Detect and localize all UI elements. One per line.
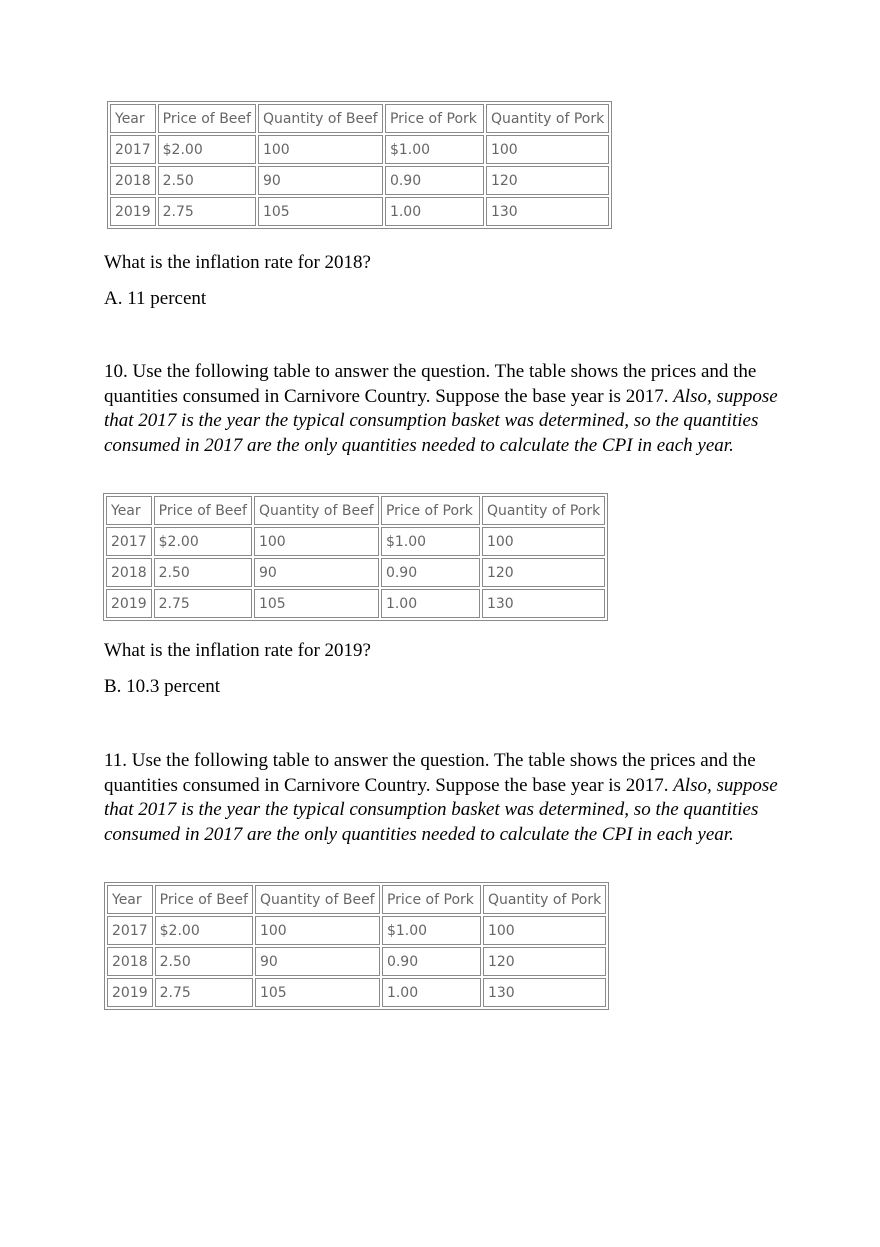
header-quantity-beef: Quantity of Beef: [255, 885, 380, 914]
question-11-intro: 11. Use the following table to answer the question. The table shows the prices and the quantities consumed in Carnivore Country. Suppose the base year is 2017.: [104, 750, 756, 796]
table-cell: 2017: [106, 527, 152, 556]
table-cell: $2.00: [155, 916, 253, 945]
table-cell: 1.00: [385, 197, 484, 226]
table-cell: 2.75: [158, 197, 256, 226]
table-cell: 90: [254, 558, 379, 587]
answer-9-text: A. 11 percent: [104, 288, 207, 309]
table-cell: 120: [482, 558, 605, 587]
table-row: [110, 166, 609, 195]
header-year: Year: [107, 885, 153, 914]
header-quantity-pork: Quantity of Pork: [483, 885, 606, 914]
table-cell: 130: [483, 978, 606, 1007]
table-cell: $2.00: [158, 135, 256, 164]
table-cell: 0.90: [382, 947, 481, 976]
header-quantity-pork: Quantity of Pork: [482, 496, 605, 525]
table-cell: 130: [486, 197, 609, 226]
question-9-text: What is the inflation rate for 2018?: [104, 252, 371, 273]
table-cell: 2017: [107, 916, 153, 945]
table-row: [106, 558, 605, 587]
header-price-beef: Price of Beef: [155, 885, 253, 914]
table-cell: 2.75: [155, 978, 253, 1007]
table-cell: $1.00: [385, 135, 484, 164]
table-row: [106, 589, 605, 618]
header-year: Year: [106, 496, 152, 525]
table-row: [107, 978, 606, 1007]
question-10-assumption: Also, suppose that 2017 is the year the typical consumption basket was determined, so the quantities consumed in 2017 are the only quantities needed to calculate the CPI in each year.: [104, 385, 778, 456]
price-quantity-table-2: [103, 493, 608, 621]
table-header-row: [110, 104, 609, 133]
table-cell: 100: [486, 135, 609, 164]
table-cell: 2018: [107, 947, 153, 976]
table-cell: 2018: [110, 166, 156, 195]
table-cell: $1.00: [381, 527, 480, 556]
table-cell: 90: [255, 947, 380, 976]
table-cell: $2.00: [154, 527, 252, 556]
table-cell: 2017: [110, 135, 156, 164]
table-row: [106, 527, 605, 556]
table-cell: 100: [254, 527, 379, 556]
answer-10-text: B. 10.3 percent: [104, 676, 221, 697]
table-cell: 130: [482, 589, 605, 618]
table-cell: 2019: [110, 197, 156, 226]
table-cell: 0.90: [381, 558, 480, 587]
table-header-row: [107, 885, 606, 914]
price-quantity-table-1: [107, 101, 612, 229]
header-price-pork: Price of Pork: [381, 496, 480, 525]
header-price-pork: Price of Pork: [382, 885, 481, 914]
table-cell: 0.90: [385, 166, 484, 195]
table-cell: 2019: [106, 589, 152, 618]
table-cell: 1.00: [381, 589, 480, 618]
table-cell: 2.50: [154, 558, 252, 587]
table-cell: 120: [483, 947, 606, 976]
table-cell: 105: [255, 978, 380, 1007]
table-row: [107, 947, 606, 976]
table-cell: 105: [258, 197, 383, 226]
table-cell: 2.75: [154, 589, 252, 618]
table-cell: 120: [486, 166, 609, 195]
table-cell: 1.00: [382, 978, 481, 1007]
header-price-beef: Price of Beef: [154, 496, 252, 525]
table-header-row: [106, 496, 605, 525]
table-cell: 2019: [107, 978, 153, 1007]
table-cell: 90: [258, 166, 383, 195]
table-cell: 2.50: [155, 947, 253, 976]
header-year: Year: [110, 104, 156, 133]
header-quantity-beef: Quantity of Beef: [258, 104, 383, 133]
question-10-intro: 10. Use the following table to answer the question. The table shows the prices and the quantities consumed in Carnivore Country. Suppose the base year is 2017.: [104, 361, 757, 407]
table-row: [110, 135, 609, 164]
table-cell: 100: [258, 135, 383, 164]
question-11-stem: [104, 749, 784, 847]
question-10-stem: [104, 360, 784, 458]
question-10-text: What is the inflation rate for 2019?: [104, 640, 371, 661]
table-cell: 100: [255, 916, 380, 945]
table-cell: 105: [254, 589, 379, 618]
table-cell: 100: [482, 527, 605, 556]
table-cell: 2.50: [158, 166, 256, 195]
table-cell: 100: [483, 916, 606, 945]
question-11-assumption: Also, suppose that 2017 is the year the typical consumption basket was determined, so the quantities consumed in 2017 are the only quantities needed to calculate the CPI in each year.: [104, 774, 778, 845]
table-cell: 2018: [106, 558, 152, 587]
table-row: [107, 916, 606, 945]
header-quantity-beef: Quantity of Beef: [254, 496, 379, 525]
header-price-beef: Price of Beef: [158, 104, 256, 133]
price-quantity-table-3: [104, 882, 609, 1010]
table-row: [110, 197, 609, 226]
header-quantity-pork: Quantity of Pork: [486, 104, 609, 133]
table-cell: $1.00: [382, 916, 481, 945]
header-price-pork: Price of Pork: [385, 104, 484, 133]
